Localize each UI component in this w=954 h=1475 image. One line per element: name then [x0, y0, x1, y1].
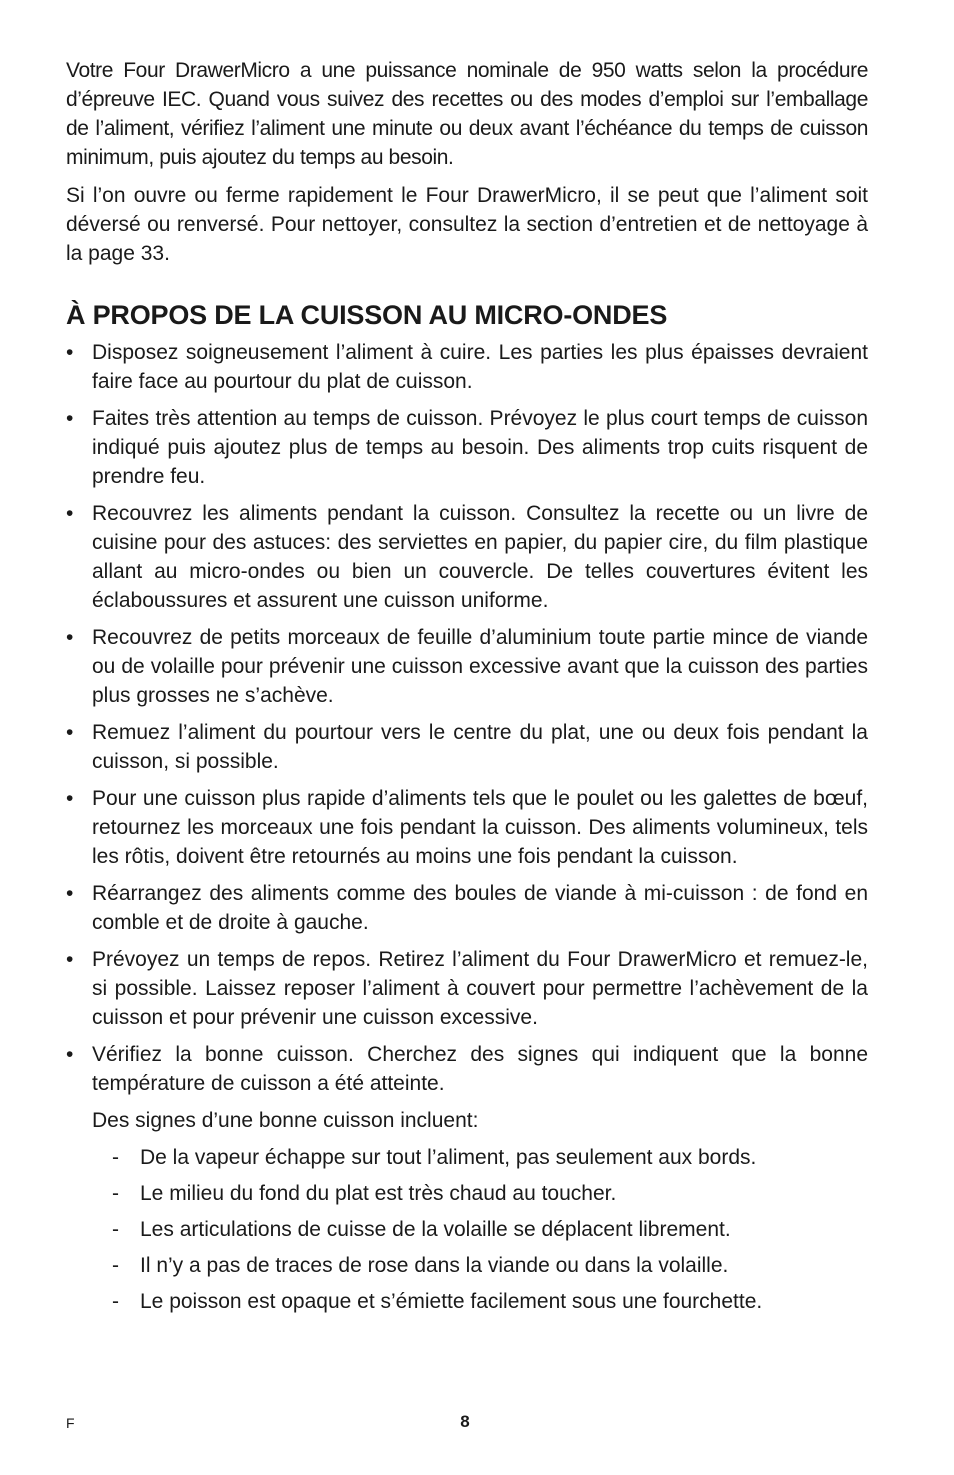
list-item — [66, 879, 868, 937]
list-item — [66, 945, 868, 1032]
bullet-icon: • — [66, 1043, 74, 1066]
list-item-text: Recouvrez de petits morceaux de feuille d’aluminium toute partie mince de viande ou de volaille pour prévenir une cuisson excessive avant que la cuisson des parties plus grosses ne s’achève. — [92, 626, 868, 707]
sign-item-text: Les articulations de cuisse de la volaille se déplacent librement. — [140, 1218, 731, 1241]
tips-list — [66, 338, 868, 1098]
doneness-signs-list — [66, 1143, 868, 1316]
list-item-text: Remuez l’aliment du pourtour vers le centre du plat, une ou deux fois pendant la cuisson, si possible. — [92, 721, 868, 773]
list-item — [66, 338, 868, 396]
sign-item-text: De la vapeur échappe sur tout l’aliment, pas seulement aux bords. — [140, 1146, 757, 1169]
sign-item — [112, 1143, 868, 1172]
list-item-text: Réarrangez des aliments comme des boules de viande à mi-cuisson : de fond en comble et de droite à gauche. — [92, 882, 868, 934]
sign-item — [112, 1179, 868, 1208]
intro-paragraph-power: Votre Four DrawerMicro a une puissance nominale de 950 watts selon la procédure d’épreuve IEC. Quand vous suivez des recettes ou des modes d’emploi sur l’emballage de l’aliment, vérifiez l’aliment une minute ou deux avant l’échéance du temps de cuisson minimum, puis ajoutez du temps au besoin. — [66, 59, 868, 169]
bullet-icon: • — [66, 407, 74, 430]
list-item-text: Pour une cuisson plus rapide d’aliments tels que le poulet ou les galettes de bœuf, retournez les morceaux une fois pendant la cuisson. Des aliments volumineux, tels les rôtis, doivent être retournés au moins une fois pendant la cuisson. — [92, 787, 868, 868]
bullet-icon: • — [66, 948, 74, 971]
list-item — [66, 623, 868, 710]
list-item-text: Disposez soigneusement l’aliment à cuire. Les parties les plus épaisses devraient faire face au pourtour du plat de cuisson. — [92, 341, 868, 393]
list-item-text: Vérifiez la bonne cuisson. Cherchez des signes qui indiquent que la bonne température de cuisson a été atteinte. — [92, 1043, 868, 1095]
dash-icon: - — [112, 1254, 119, 1277]
sign-item-text: Le poisson est opaque et s’émiette facilement sous une fourchette. — [140, 1290, 763, 1313]
bullet-icon: • — [66, 626, 74, 649]
sign-item — [112, 1251, 868, 1280]
dash-icon: - — [112, 1290, 119, 1313]
section-heading: À PROPOS DE LA CUISSON AU MICRO-ONDES — [66, 300, 668, 330]
page-number: 8 — [460, 1412, 470, 1431]
dash-icon: - — [112, 1146, 119, 1169]
bullet-icon: • — [66, 882, 74, 905]
list-item — [66, 404, 868, 491]
bullet-icon: • — [66, 787, 74, 810]
bullet-icon: • — [66, 721, 74, 744]
list-item-text: Prévoyez un temps de repos. Retirez l’aliment du Four DrawerMicro et remuez-le, si possible. Laissez reposer l’aliment à couvert pour permettre l’achèvement de la cuisson et pour prévenir une cuisson excessive. — [92, 948, 868, 1029]
list-item-text: Faites très attention au temps de cuisson. Prévoyez le plus court temps de cuisson indiqué puis ajoutez plus de temps au besoin. Des aliments trop cuits risquent de prendre feu. — [92, 407, 868, 488]
page-content — [66, 56, 868, 1323]
bullet-icon: • — [66, 341, 74, 364]
bullet-icon: • — [66, 502, 74, 525]
list-item — [66, 718, 868, 776]
sign-item-text: Le milieu du fond du plat est très chaud au toucher. — [140, 1182, 617, 1205]
list-item — [66, 784, 868, 871]
sign-item — [112, 1287, 868, 1316]
dash-icon: - — [112, 1182, 119, 1205]
dash-icon: - — [112, 1218, 119, 1241]
sign-item — [112, 1215, 868, 1244]
sign-item-text: Il n’y a pas de traces de rose dans la viande ou dans la volaille. — [140, 1254, 729, 1277]
footer-language-code: F — [66, 1415, 75, 1431]
list-item — [66, 499, 868, 615]
list-item-text: Recouvrez les aliments pendant la cuisson. Consultez la recette ou un livre de cuisine pour des astuces: des serviettes en papier, du papier cire, du film plastique allant au micro-ondes ou bien un couvercle. De telles couvertures évitent les éclaboussures et assurent une cuisson uniforme. — [92, 502, 868, 612]
list-item — [66, 1040, 868, 1098]
intro-paragraph-drawer: Si l’on ouvre ou ferme rapidement le Four DrawerMicro, il se peut que l’aliment soit déversé ou renversé. Pour nettoyer, consultez la section d’entretien et de nettoyage à la page 33. — [66, 184, 868, 265]
doneness-signs-intro: Des signes d’une bonne cuisson incluent: — [92, 1109, 479, 1132]
